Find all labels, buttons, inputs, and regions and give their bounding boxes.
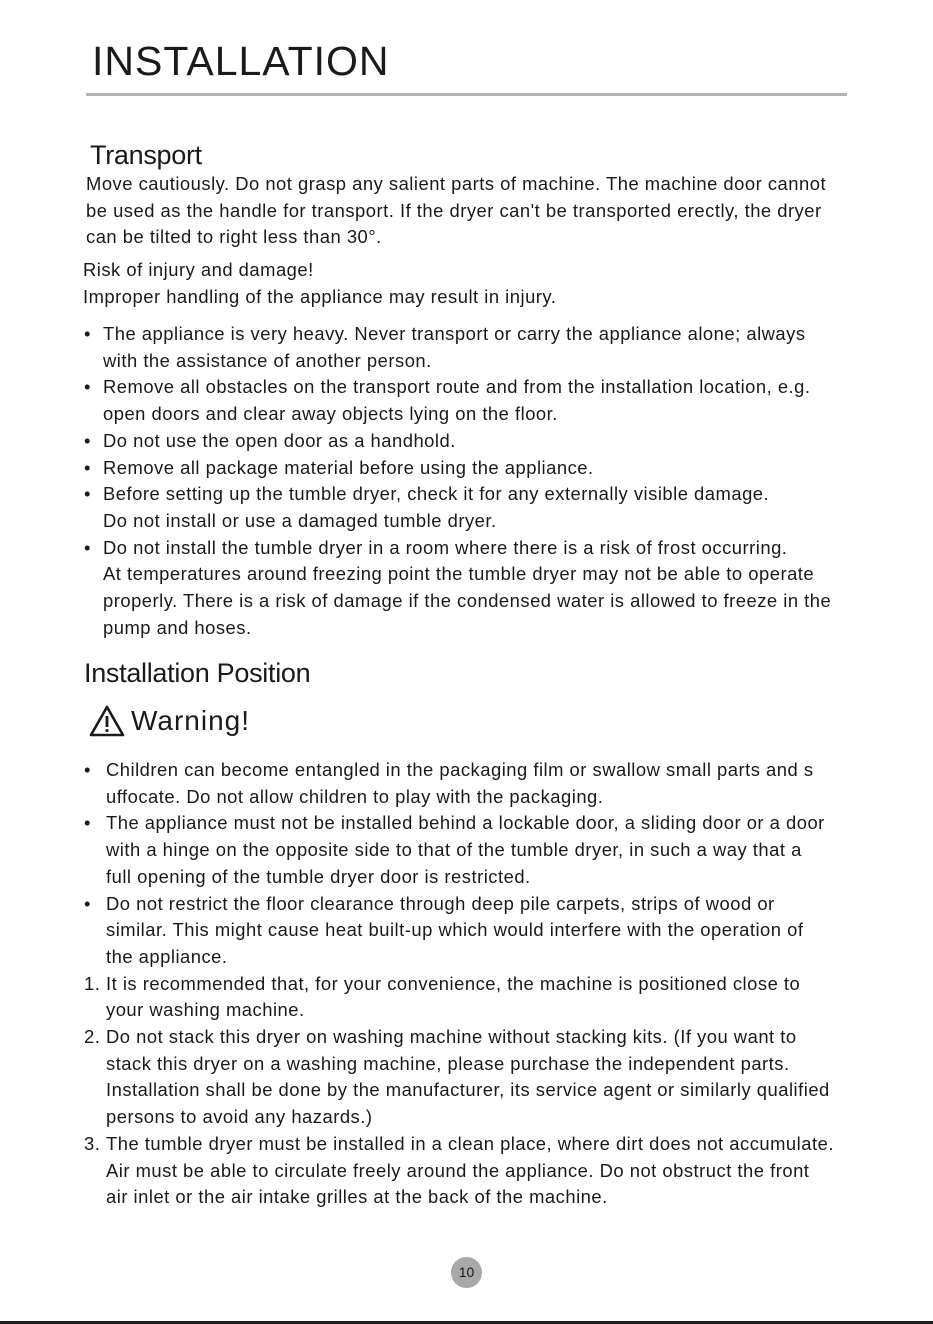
list-item-line: with the assistance of another person. (103, 349, 432, 371)
list-item-line: Do not stack this dryer on washing machine without stacking kits. (If you want to (106, 1026, 797, 1048)
warning-triangle-icon (89, 705, 125, 737)
warning-banner (89, 704, 250, 738)
list-item-line: Air must be able to circulate freely around the appliance. Do not obstruct the front (106, 1159, 810, 1181)
bullet-mark: • (84, 892, 91, 914)
list-item-line: similar. This might cause heat built-up which would interfere with the operation of (106, 919, 804, 941)
bullet-mark: • (84, 376, 91, 398)
number-mark: 3. (84, 1132, 101, 1154)
list-item (84, 757, 834, 810)
list-item-line: The appliance is very heavy. Never transport or carry the appliance alone; always (103, 323, 806, 344)
transport-heading: Transport (90, 140, 202, 170)
transport-intro (86, 171, 826, 251)
list-item (84, 810, 834, 890)
list-item-line: pump and hoses. (103, 616, 252, 638)
list-item-line: uffocate. Do not allow children to play with the packaging. (106, 785, 604, 807)
list-item-line: Do not install or use a damaged tumble dryer. (103, 509, 497, 531)
list-item-line: the appliance. (106, 945, 228, 967)
list-item-line: with a hinge on the opposite side to that of the tumble dryer, in such a way that a (106, 839, 802, 861)
list-item (84, 321, 831, 374)
list-item-line: The appliance must not be installed behind a lockable door, a sliding door or a door (106, 812, 825, 834)
risk-warning-line: Risk of injury and damage! (83, 259, 314, 280)
list-item-line: Installation shall be done by the manufacturer, its service agent or similarly qualified (106, 1079, 830, 1101)
list-item-line: your washing machine. (106, 999, 305, 1021)
list-item-line: Do not use the open door as a handhold. (103, 429, 456, 451)
list-item (84, 481, 831, 534)
list-item (84, 428, 831, 455)
bullet-mark: • (84, 536, 91, 558)
list-item-line: Before setting up the tumble dryer, check it for any externally visible damage. (103, 483, 770, 505)
bullet-mark: • (84, 456, 91, 478)
page-number-badge: 10 (451, 1257, 482, 1288)
list-item-line: It is recommended that, for your convenience, the machine is positioned close to (106, 972, 801, 994)
list-item-line: Do not install the tumble dryer in a room where there is a risk of frost occurring. (103, 536, 788, 558)
installation-position-list (84, 757, 834, 1211)
number-mark: 1. (84, 972, 101, 994)
transport-intro-line: be used as the handle for transport. If the dryer can't be transported erectly, the dryer (86, 199, 822, 221)
transport-intro-line: Move cautiously. Do not grasp any salient parts of machine. The machine door cannot (86, 173, 827, 194)
bullet-mark: • (84, 323, 91, 344)
list-item (84, 535, 831, 642)
warning-label: Warning! (131, 705, 251, 736)
list-item (84, 1024, 834, 1131)
list-item (84, 374, 831, 427)
list-item-line: stack this dryer on a washing machine, please purchase the independent parts. (106, 1052, 790, 1074)
risk-warning-line: Improper handling of the appliance may result in injury. (83, 285, 557, 307)
list-item-line: Children can become entangled in the packaging film or swallow small parts and s (106, 759, 814, 780)
number-mark: 2. (84, 1026, 101, 1048)
list-item-line: Do not restrict the floor clearance through deep pile carpets, strips of wood or (106, 892, 775, 914)
bullet-mark: • (84, 812, 91, 834)
bullet-mark: • (84, 759, 91, 780)
list-item (84, 1131, 834, 1211)
list-item-line: The tumble dryer must be installed in a clean place, where dirt does not accumulate. (106, 1132, 834, 1154)
list-item-line: Remove all package material before using the appliance. (103, 456, 594, 478)
transport-bullet-list (84, 321, 831, 641)
list-item-line: air inlet or the air intake grilles at the back of the machine. (106, 1186, 608, 1208)
list-item-line: open doors and clear away objects lying on the floor. (103, 403, 558, 425)
list-item (84, 891, 834, 971)
list-item-line: full opening of the tumble dryer door is restricted. (106, 865, 531, 887)
installation-position-heading: Installation Position (84, 658, 311, 688)
list-item-line: Remove all obstacles on the transport route and from the installation location, e.g. (103, 376, 811, 398)
title-divider (86, 93, 847, 96)
transport-intro-line: can be tilted to right less than 30°. (86, 226, 382, 248)
list-item-line: properly. There is a risk of damage if the condensed water is allowed to freeze in the (103, 590, 832, 612)
bullet-mark: • (84, 429, 91, 451)
page-title: INSTALLATION (92, 38, 390, 84)
list-item (84, 455, 831, 482)
list-item-line: At temperatures around freezing point the tumble dryer may not be able to operate (103, 563, 815, 585)
bullet-mark: • (84, 483, 91, 505)
risk-warning (83, 257, 556, 310)
list-item-line: persons to avoid any hazards.) (106, 1106, 373, 1128)
list-item (84, 971, 834, 1024)
